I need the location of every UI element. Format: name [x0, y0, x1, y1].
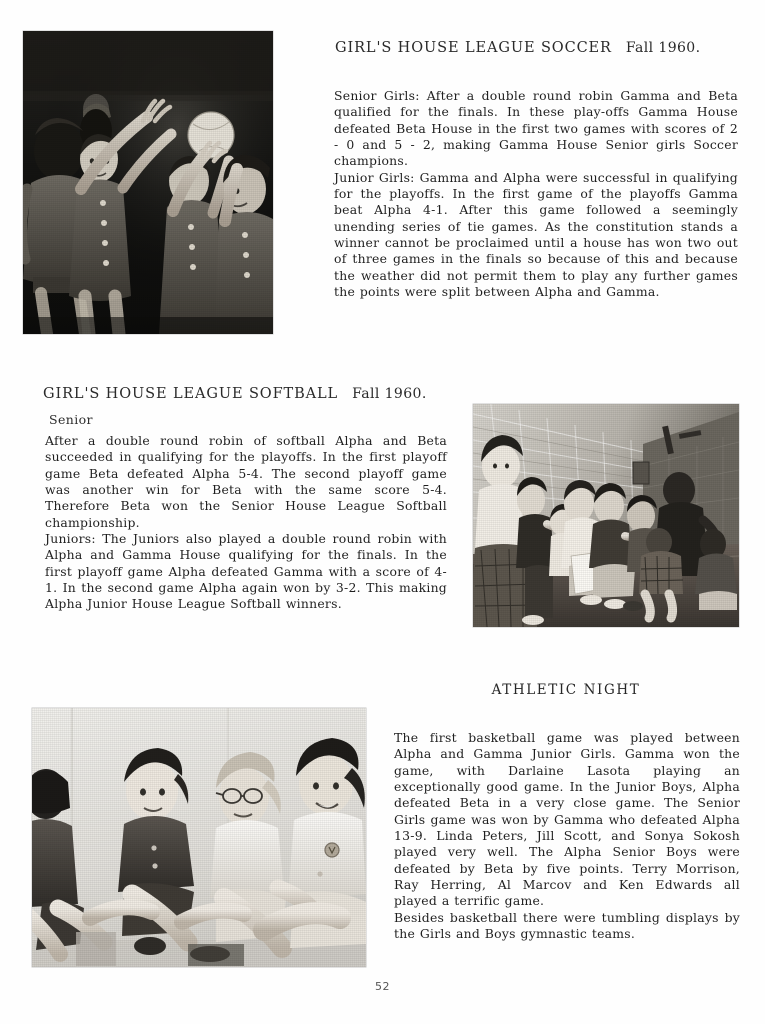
softball-body-text — [45, 433, 447, 613]
athletic-night-heading: ATHLETIC NIGHT — [491, 682, 641, 698]
soccer-paragraph-junior: Junior Girls: Gamma and Alpha were successful in qualifying for the playoffs. In the first game of the playoffs Gamma beat Alpha 4-1. After this game followed a seemingly unending series of tie games. As the constitution stands a winner cannot be proclaimed until a house has won two out of three games in the finals so because of this and because the weather did not permit them to play any further games the points were split between Alpha and Gamma. — [334, 169, 738, 300]
photo-athletic-night — [32, 708, 366, 967]
soccer-body-text — [334, 88, 738, 300]
softball-paragraph-senior: After a double round robin of softball Alpha and Beta succeeded in qualifying for the playoffs. In the first playoff game Beta defeated Alpha 5-4. The second playoff game was another win for Beta with the same score 5-4. Therefore Beta won the Senior House League Softball championship. — [45, 433, 447, 530]
soccer-heading-season: Fall 1960. — [625, 40, 701, 56]
athletic-night-body-text — [394, 730, 740, 942]
softball-heading — [43, 386, 427, 402]
softball-paragraph-junior: Juniors: The Juniors also played a double round robin with Alpha and Gamma House qualifying for the finals. In the first playoff game Alpha defeated Gamma with a score of 4-1. In the second game Alpha again won by 3-2. This making Alpha Junior House League Softball winners. — [45, 531, 447, 612]
athletic-paragraph-closing: Besides basketball there were tumbling displays by the Girls and Boys gymnastic teams. — [394, 909, 740, 942]
softball-heading-title: GIRL'S HOUSE LEAGUE SOFTBALL — [43, 386, 339, 402]
soccer-paragraph-senior: Senior Girls: After a double round robin Gamma and Beta qualified for the finals. In these play-offs Gamma House defeated Beta House in the first two games with scores of 2 - 0 and 5 - 2, making Gamma House Senior girls Soccer champions. — [334, 88, 738, 169]
photo-soccer-game — [23, 31, 273, 334]
athletic-paragraph-main: The first basketball game was played between Alpha and Gamma Junior Girls. Gamma won the game, with Darlaine Lasota playing an exceptionally good game. In the Junior Boys, Alpha defeated Beta in a very close game. The Senior Girls game was won by Gamma who defeated Alpha 13-9. Linda Peters, Jill Scott, and Sonya Sokosh played very well. The Alpha Senior Boys were defeated by Beta by five points. Terry Morrison, Ray Herring, Al Marcov and Ken Edwards all played a terrific game. — [394, 730, 740, 909]
soccer-heading-title: GIRL'S HOUSE LEAGUE SOCCER — [335, 40, 612, 56]
softball-subheading: Senior — [49, 412, 93, 427]
photo-gym-sideline — [473, 404, 739, 627]
page-number: 52 — [375, 980, 390, 993]
softball-heading-season: Fall 1960. — [352, 386, 427, 402]
soccer-heading — [335, 40, 700, 56]
